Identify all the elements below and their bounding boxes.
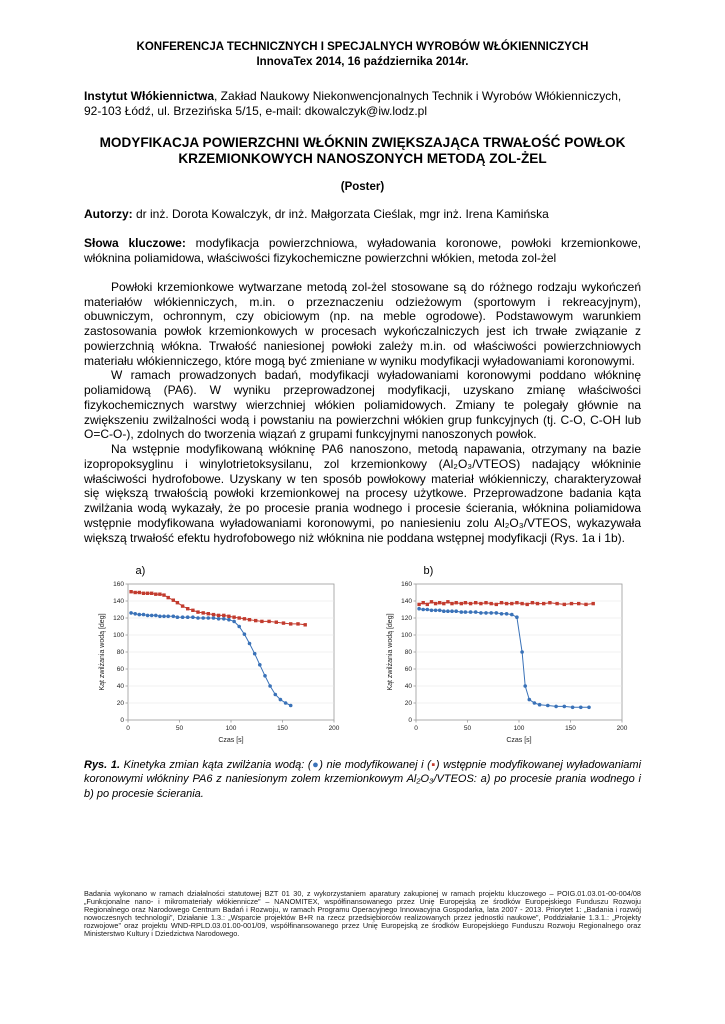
svg-text:200: 200 [328, 725, 339, 733]
authors-line [84, 207, 641, 222]
svg-text:0: 0 [125, 725, 130, 733]
svg-text:160: 160 [400, 581, 412, 589]
figure-caption-text-1: Kinetyka zmian kąta zwilżania wodą: ( [120, 759, 312, 772]
svg-text:60: 60 [116, 666, 124, 674]
svg-text:100: 100 [513, 725, 524, 733]
chart-a-container [94, 565, 344, 746]
presentation-type: (Poster) [340, 180, 385, 193]
funding-acknowledgment: Badania wykonano w ramach działalności statutowej BZT 01 30, z wykorzystaniem aparatury zakupionej w ramach projektu kluczowego – POIG.01.03.01-00-004/08 „Funkcjonalne nano- i mikromateriały włókiennicze” – NANOMITEX, współfinansowanego przez Unię Europejską ze środków Europejskiego Funduszu Rozwoju Regionalnego oraz Narodowego Centrum Badań i Rozwoju, w ramach Programu Operacyjnego Innowacyjna Gospodarka, lata 2007 - 2013. Priorytet 1: „Badania i rozwój nowoczesnych technologii”, Działanie 1.3.: „Wsparcie projektów B+R na rzecz przedsiębiorców realizowanych przez jednostki naukowe”, Poddziałanie 1.3.1.: „Projekty rozwojowe” oraz projektu WND-RPLD.03.01.00-001/09, współfinansowanego przez Unię Europejską ze środków Europejskiego Funduszu Rozwoju Regionalnego oraz Ministerstwo Kultury i Dziedzictwa Narodowego. [84, 888, 641, 938]
svg-text:150: 150 [564, 725, 576, 733]
svg-text:160: 160 [112, 581, 124, 589]
svg-text:20: 20 [116, 700, 124, 708]
conference-date: InnovaTex 2014, 16 października 2014r. [256, 55, 469, 68]
svg-text:Czas [s]: Czas [s] [505, 737, 532, 745]
svg-text:80: 80 [116, 649, 124, 657]
chart-a-label: a) [135, 565, 146, 578]
paragraph-3: Na wstępnie modyfikowaną włókninę PA6 nanoszono, metodą napawania, otrzymany na bazie izopropoksyglinu i winylotrietoksysilanu, zol krzemionkowy (Al₂O₃/VTEOS) nadający włókninie właściwości hydrofobowe. Uzyskany w ten sposób powłokowy materiał włókienniczy, charakteryzował się większą trwałością powłoki krzemionkowej na procesy użytkowe. Przeprowadzone badania kąta zwilżania wodą wykazały, że po procesie prania wodnego i procesie ścierania, włóknina poliamidowa wstępnie modyfikowana wyładowaniami koronowymi, po naniesieniu zolu Al₂O₃/VTEOS, wykazywała większą trwałość efektu hydrofobowego niż włóknina nie poddana wstępnej modyfikacji (Rys. 1a i 1b). [84, 442, 641, 545]
svg-text:Czas [s]: Czas [s] [217, 737, 244, 745]
svg-text:40: 40 [404, 683, 412, 691]
paragraph-2: W ramach prowadzonych badań, modyfikacji wyładowaniami koronowymi poddano włókninę poliamidową (PA6). W wyniku przeprowadzonej modyfikacji, uzyskano zmianę właściwości fizykochemicznych warstwy wierzchniej włókien poliamidowych. Zmiany te polegały głównie na zwiększeniu zwilżalności wodą i powstaniu na powierzchni włókien grup funkcyjnych (tj. C-O, C-OH lub O=C-O-), zdolnych do tworzenia wiązań z grupami funkcyjnymi nanoszonych powłok. [84, 368, 641, 442]
keywords-text: modyfikacja powierzchniowa, wyładowania koronowe, powłoki krzemionkowe, włóknina poliamidowa, właściwości fizykochemiczne powierzchni włókien, metoda zol-żel [84, 235, 641, 266]
svg-text:100: 100 [400, 632, 412, 640]
keywords-line [84, 236, 641, 267]
svg-text:80: 80 [404, 649, 412, 657]
figure-caption-text-3: ) wstępnie modyfikowanej wyładowaniami koronowymi włókniny PA6 z naniesionym zolem krzemionkowym Al₂O₃/VTEOS: a) po procesie prania wodnego i b) po procesie ścierania. [84, 759, 642, 800]
conference-header [84, 40, 641, 70]
svg-text:0: 0 [413, 725, 418, 733]
figure-caption [84, 758, 641, 800]
svg-text:0: 0 [407, 717, 412, 725]
svg-text:100: 100 [225, 725, 236, 733]
authors-label: Autorzy: [84, 206, 133, 221]
svg-text:200: 200 [616, 725, 627, 733]
figure-caption-number: Rys. 1. [84, 759, 121, 772]
svg-text:Kąt zwilżania wodą [deg]: Kąt zwilżania wodą [deg] [386, 613, 394, 691]
svg-text:50: 50 [463, 725, 471, 733]
svg-text:120: 120 [400, 615, 412, 623]
svg-text:120: 120 [112, 615, 124, 623]
svg-text:100: 100 [112, 632, 124, 640]
paper-title: MODYFIKACJA POWIERZCHNI WŁÓKNIN ZWIĘKSZAJĄCA TRWAŁOŚĆ POWŁOK KRZEMIONKOWYCH NANOSZONYCH METODĄ ZOL-ŻEL [99, 134, 626, 166]
chart-b-container [382, 565, 632, 746]
figure-1 [84, 565, 641, 746]
svg-text:50: 50 [175, 725, 183, 733]
conference-title: KONFERENCJA TECHNICZNYCH I SPECJALNYCH WYROBÓW WŁÓKIENNICZYCH [136, 41, 589, 53]
svg-text:Kąt zwilżania wodą [deg]: Kąt zwilżania wodą [deg] [98, 613, 106, 691]
authors-names: dr inż. Dorota Kowalczyk, dr inż. Małgorzata Cieślak, mgr inż. Irena Kamińska [132, 206, 549, 221]
institute-name: Instytut Włókiennictwa [84, 88, 215, 103]
svg-text:0: 0 [119, 717, 124, 725]
abstract-body [84, 280, 641, 546]
svg-text:20: 20 [404, 700, 412, 708]
svg-text:140: 140 [400, 598, 412, 606]
chart-a-wetting-angle-washing [94, 578, 344, 746]
svg-text:150: 150 [276, 725, 288, 733]
chart-b-label: b) [423, 565, 434, 578]
affiliation [84, 89, 641, 120]
paragraph-1: Powłoki krzemionkowe wytwarzane metodą zol-żel stosowane są do różnego rodzaju wykończeń materiałów włókienniczych, m.in. o przeznaczeniu odzieżowym (sportowym i rekreacyjnym), obuwniczym, ochronnym, czy obiciowym (np. na meble ogrodowe). Podstawowym warunkiem zastosowania powłok krzemionkowych w procesach wykończalniczych jest ich trwałe związanie z powierzchnią włókna. Trwałość naniesionej powłoki zależy m.in. od właściwości powierzchniowych materiału włókienniczego, które mogą być zmieniane w wyniku modyfikacji wyładowaniami koronowymi. [84, 279, 641, 368]
keywords-label: Słowa kluczowe: [84, 235, 186, 250]
figure-caption-text-2: ) nie modyfikowanej i ( [319, 759, 431, 772]
chart-b-wetting-angle-abrasion [382, 578, 632, 746]
svg-text:60: 60 [404, 666, 412, 674]
svg-text:40: 40 [116, 683, 124, 691]
affiliation-details: , Zakład Naukowy Niekonwencjonalnych Technik i Wyrobów Włókienniczych, 92-103 Łódź, ul. Brzezińska 5/15, e-mail: dkowalczyk@iw.lodz.pl [84, 88, 622, 119]
svg-text:140: 140 [112, 598, 124, 606]
blue-circle-marker-icon: ● [311, 759, 320, 772]
red-square-marker-icon: ▪ [430, 759, 436, 772]
